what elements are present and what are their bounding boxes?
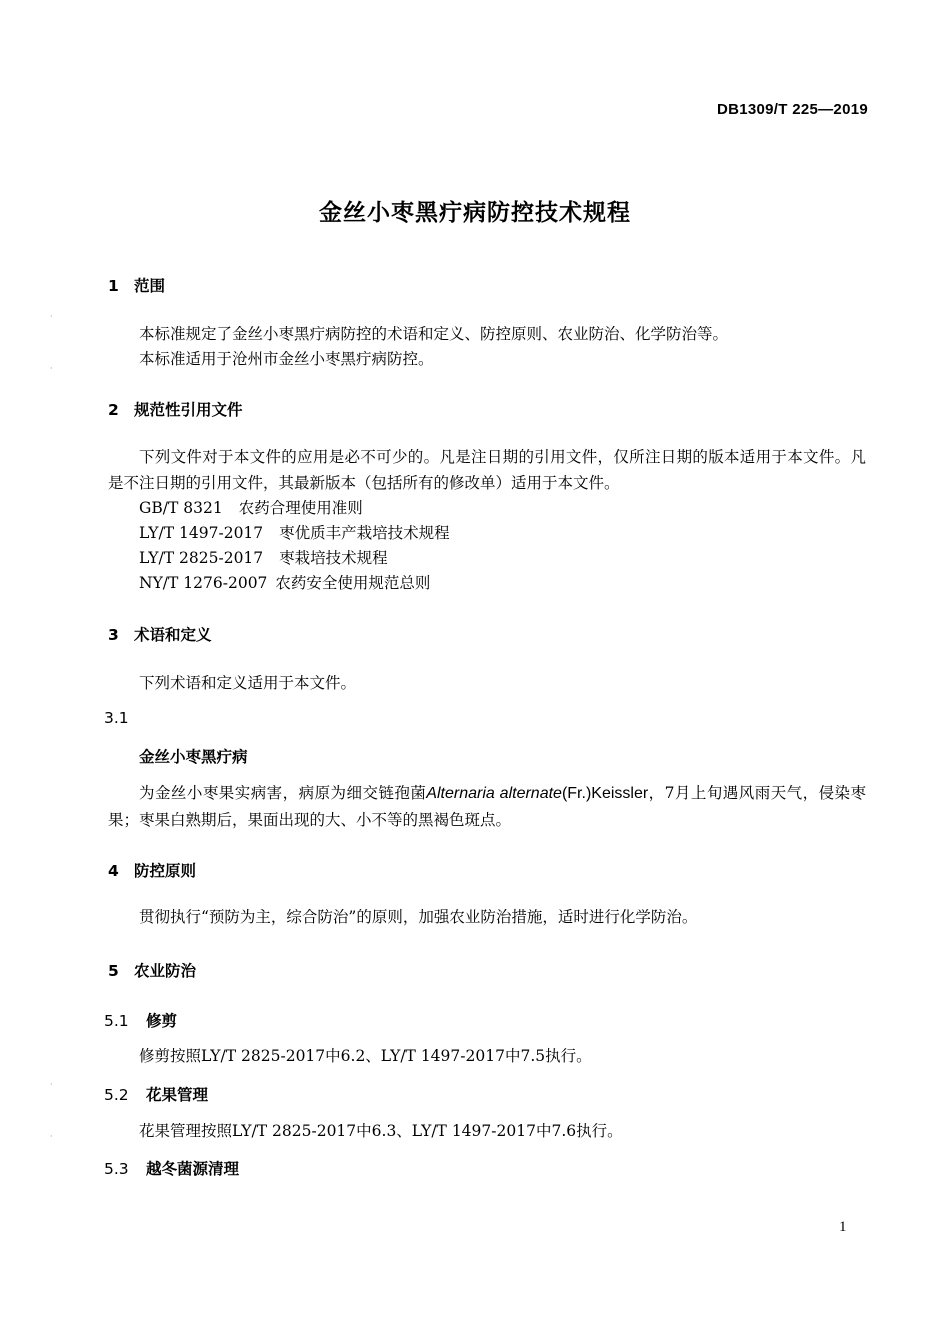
- section-2-number: 2: [108, 401, 119, 419]
- section-4-number: 4: [108, 862, 119, 880]
- reference-name: 农药合理使用准则: [238, 499, 363, 517]
- reference-name: 枣优质丰产栽培技术规程: [279, 524, 450, 542]
- reference-name: 农药安全使用规范总则: [275, 574, 431, 592]
- section-4-heading: [108, 859, 196, 881]
- subsection-5-2-number: 5.2: [104, 1086, 129, 1104]
- subsection-5-2-title: 花果管理: [146, 1086, 209, 1104]
- standard-code: DB1309/T 225—2019: [716, 101, 868, 118]
- section-4-title: 防控原则: [134, 862, 197, 880]
- section-3-number: 3: [108, 626, 119, 644]
- reference-item: [139, 546, 388, 568]
- scan-mark: ·: [50, 364, 53, 373]
- section-1-paragraph-2: 本标准适用于沧州市金丝小枣黑疔病防控。: [139, 350, 434, 368]
- subsection-5-3-heading: [104, 1157, 239, 1179]
- section-2-heading: [108, 398, 243, 420]
- section-3-heading: [108, 623, 212, 645]
- section-5-number: 5: [108, 962, 119, 980]
- subsection-5-2-heading: [104, 1083, 208, 1105]
- section-1-number: 1: [108, 277, 119, 295]
- section-3-paragraph: 下列术语和定义适用于本文件。: [139, 674, 357, 692]
- section-5-heading: [108, 959, 196, 981]
- subsection-5-3-number: 5.3: [104, 1160, 129, 1178]
- term-definition: [108, 780, 866, 833]
- subsection-3-1-number: 3.1: [104, 709, 129, 727]
- subsection-5-1-text: 修剪按照LY/T 2825-2017中6.2、LY/T 1497-2017中7.5执行。: [139, 1047, 592, 1065]
- reference-code: GB/T 8321: [139, 499, 223, 517]
- section-1-title: 范围: [134, 277, 166, 295]
- subsection-5-2-text: 花果管理按照LY/T 2825-2017中6.3、LY/T 1497-2017中7.6执行。: [139, 1122, 623, 1140]
- term-name: 金丝小枣黑疔病: [139, 748, 248, 766]
- pathogen-author: (Fr.)Keissler: [561, 785, 649, 802]
- section-3-title: 术语和定义: [134, 626, 212, 644]
- section-2-title: 规范性引用文件: [134, 401, 243, 419]
- section-5-title: 农业防治: [134, 962, 197, 980]
- scan-mark: ·: [50, 1080, 53, 1089]
- page-number: 1: [839, 1219, 847, 1235]
- scan-mark: ·: [50, 1132, 53, 1141]
- reference-name: 枣栽培技术规程: [279, 549, 388, 567]
- reference-code: NY/T 1276-2007: [139, 574, 268, 592]
- scan-mark: ·: [50, 312, 53, 321]
- definition-text-b: ，7月上旬遇风雨天气，侵染枣果；枣果白熟期后，果面出现的大、小不等的黑褐色斑点。: [108, 784, 866, 829]
- document-title: 金丝小枣黑疔病防控技术规程: [319, 200, 631, 226]
- pathogen-latin-name: Alternaria alternate: [426, 785, 562, 802]
- subsection-5-1-heading: [104, 1009, 177, 1031]
- section-2-paragraph: 下列文件对于本文件的应用是必不可少的。凡是注日期的引用文件，仅所注日期的版本适用于本文件。凡是不注日期的引用文件，其最新版本（包括所有的修改单）适用于本文件。: [108, 448, 866, 492]
- section-1-paragraph-1: 本标准规定了金丝小枣黑疔病防控的术语和定义、防控原则、农业防治、化学防治等。: [139, 325, 729, 343]
- subsection-5-3-title: 越冬菌源清理: [146, 1160, 240, 1178]
- reference-item: [139, 521, 450, 543]
- reference-code: LY/T 1497-2017: [139, 524, 264, 542]
- reference-item: [139, 571, 430, 593]
- subsection-5-1-title: 修剪: [146, 1012, 178, 1030]
- section-1-heading: [108, 274, 165, 296]
- reference-item: [139, 496, 363, 518]
- section-4-paragraph: 贯彻执行“预防为主，综合防治”的原则，加强农业防治措施，适时进行化学防治。: [139, 908, 698, 926]
- definition-text-a: 为金丝小枣果实病害，病原为细交链孢菌: [139, 784, 427, 802]
- reference-code: LY/T 2825-2017: [139, 549, 264, 567]
- subsection-5-1-number: 5.1: [104, 1012, 129, 1030]
